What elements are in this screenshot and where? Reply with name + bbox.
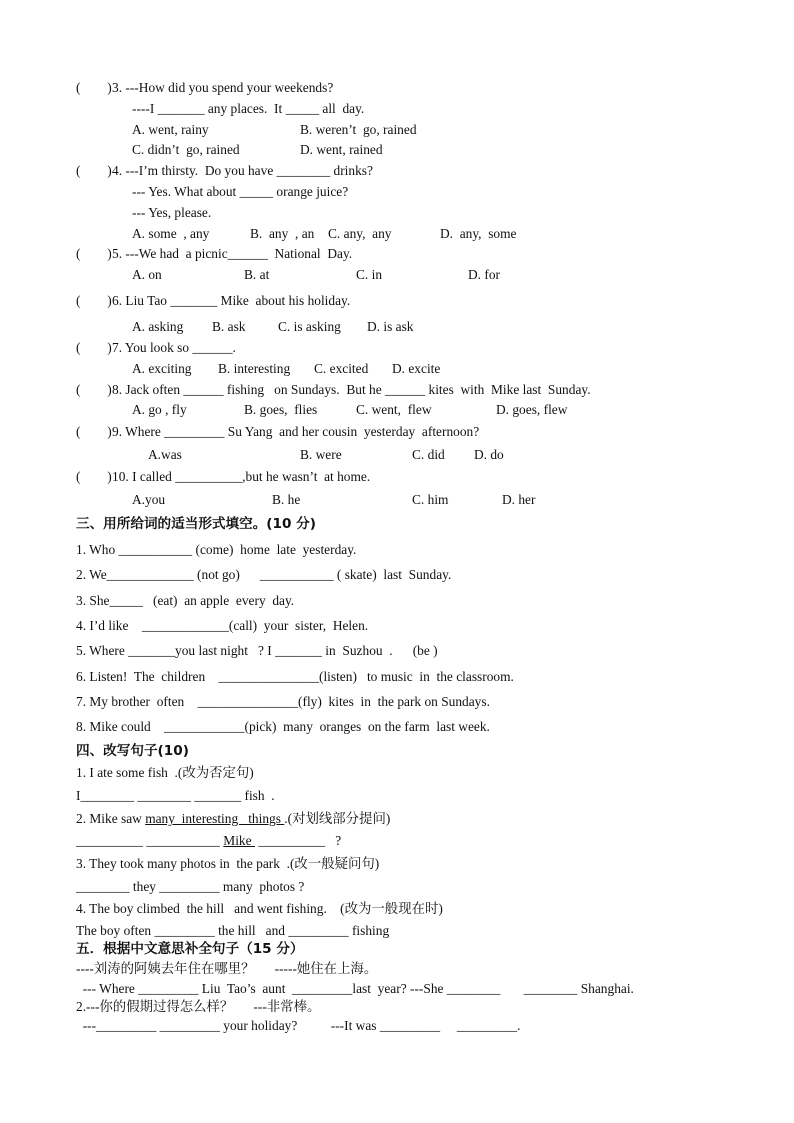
section4-q4-stem: 4. The boy climbed the hill and went fishing. (改为一般现在时) xyxy=(76,901,443,916)
q10-option-d: D. her xyxy=(502,492,536,507)
section3-item-7: 7. My brother often _______________(fly) kites in the park on Sundays. xyxy=(76,694,490,709)
q8-stem: 8. Jack often ______ fishing on Sundays. But he ______ kites with Mike last Sunday. xyxy=(112,382,591,397)
q3-stem: 3. ---How did you spend your weekends? xyxy=(112,80,334,95)
q2-answer-underlined: Mike xyxy=(223,833,255,848)
q2-answer-before: __________ ___________ xyxy=(76,833,224,848)
section5-title: 五．根据中文意思补全句子（15 分） xyxy=(76,941,304,957)
q7-option-c: C. excited xyxy=(314,361,369,376)
section4-q4-answer: The boy often _________ the hill and _________ fishing xyxy=(76,923,390,938)
section4-q3-answer: ________ they _________ many photos ? xyxy=(76,879,305,894)
q6-option-a: A. asking xyxy=(132,319,184,334)
q4-option-a: A. some , any xyxy=(132,226,210,241)
section4-title: 四、改写句子(10) xyxy=(76,743,189,759)
q5-option-b: B. at xyxy=(244,267,270,282)
q2-stem-underlined: many interesting things xyxy=(145,811,285,826)
q10-option-b: B. he xyxy=(272,492,301,507)
q3-option-a: A. went, rainy xyxy=(132,122,209,137)
section3-item-3: 3. She_____ (eat) an apple every day. xyxy=(76,593,295,608)
q4-paren: ( ) xyxy=(76,163,112,178)
q3-option-b: B. weren’t go, rained xyxy=(300,122,417,137)
q7-paren: ( ) xyxy=(76,340,112,355)
q2-answer-after: __________ ? xyxy=(254,833,342,848)
q3-option-d: D. went, rained xyxy=(300,142,383,157)
q6-stem: 6. Liu Tao _______ Mike about his holiday. xyxy=(112,293,351,308)
q5-option-c: C. in xyxy=(356,267,383,282)
q7-option-a: A. exciting xyxy=(132,361,192,376)
q6-paren: ( ) xyxy=(76,293,112,308)
q6-option-d: D. is ask xyxy=(367,319,414,334)
q9-option-b: B. were xyxy=(300,447,342,462)
section4-q3-stem: 3. They took many photos in the park .(改一般疑问句) xyxy=(76,856,380,871)
q3-line2: ----I _______ any places. It _____ all day. xyxy=(132,101,365,116)
q2-stem-after: .(对划线部分提问) xyxy=(284,811,391,826)
q6-option-c: C. is asking xyxy=(278,319,341,334)
q5-option-d: D. for xyxy=(468,267,500,282)
section3-item-8: 8. Mike could ____________(pick) many oranges on the farm last week. xyxy=(76,719,490,734)
q8-option-b: B. goes, flies xyxy=(244,402,318,417)
q3-paren: ( ) xyxy=(76,80,112,95)
section3-item-6: 6. Listen! The children _______________(listen) to music in the classroom. xyxy=(76,669,514,684)
q5-stem: 5. ---We had a picnic______ National Day. xyxy=(112,246,353,261)
section3-item-5: 5. Where _______you last night ? I _______ in Suzhou . (be ) xyxy=(76,643,438,658)
q10-option-c: C. him xyxy=(412,492,449,507)
section5-q2-chinese: 2.---你的假期过得怎么样？ ---非常棒。 xyxy=(76,999,321,1014)
section5-q2-english: ---_________ _________ your holiday? ---It was _________ _________. xyxy=(76,1018,521,1033)
q9-paren: ( ) xyxy=(76,424,112,439)
section3-item-4: 4. I’d like _____________(call) your sister, Helen. xyxy=(76,618,369,633)
q8-option-d: D. goes, flew xyxy=(496,402,568,417)
section3-item-1: 1. Who ___________ (come) home late yesterday. xyxy=(76,542,357,557)
q10-paren: ( ) xyxy=(76,469,112,484)
section4-q1-stem: 1. I ate some fish .(改为否定句) xyxy=(76,765,254,780)
q8-option-c: C. went, flew xyxy=(356,402,432,417)
q7-option-b: B. interesting xyxy=(218,361,291,376)
q10-option-a: A.you xyxy=(132,492,166,507)
q8-paren: ( ) xyxy=(76,382,112,397)
q10-stem: 10. I called __________,but he wasn’t at home. xyxy=(112,469,371,484)
section5-q1-english: --- Where _________ Liu Tao’s aunt _________last year? ---She ________ ________ Shanghai. xyxy=(76,981,634,996)
q9-option-d: D. do xyxy=(474,447,504,462)
q4-option-c: C. any, any xyxy=(328,226,392,241)
q4-stem: 4. ---I’m thirsty. Do you have ________ drinks? xyxy=(112,163,373,178)
q6-option-b: B. ask xyxy=(212,319,246,334)
section3-item-2: 2. We_____________ (not go) ___________ ( skate) last Sunday. xyxy=(76,567,452,582)
q7-option-d: D. excite xyxy=(392,361,441,376)
section5-q1-chinese: ----刘涛的阿姨去年住在哪里？ -----她住在上海。 xyxy=(76,961,378,976)
section3-title: 三、用所给词的适当形式填空。(10 分) xyxy=(76,516,316,532)
section4-q2-stem xyxy=(76,811,390,827)
q4-option-b: B. any , an xyxy=(250,226,315,241)
q9-option-c: C. did xyxy=(412,447,445,462)
q4-option-d: D. any, some xyxy=(440,226,517,241)
q9-option-a: A.was xyxy=(148,447,182,462)
section4-q2-answer xyxy=(76,833,341,849)
q5-option-a: A. on xyxy=(132,267,162,282)
q4-line3: --- Yes, please. xyxy=(132,205,212,220)
q2-stem-before: 2. Mike saw xyxy=(76,811,146,826)
q5-paren: ( ) xyxy=(76,246,112,261)
q7-stem: 7. You look so ______. xyxy=(112,340,236,355)
section4-q1-answer: I________ ________ _______ fish . xyxy=(76,788,275,803)
q4-line2: --- Yes. What about _____ orange juice? xyxy=(132,184,349,199)
q3-option-c: C. didn’t go, rained xyxy=(132,142,240,157)
q9-stem: 9. Where _________ Su Yang and her cousin yesterday afternoon? xyxy=(112,424,480,439)
q8-option-a: A. go , fly xyxy=(132,402,187,417)
